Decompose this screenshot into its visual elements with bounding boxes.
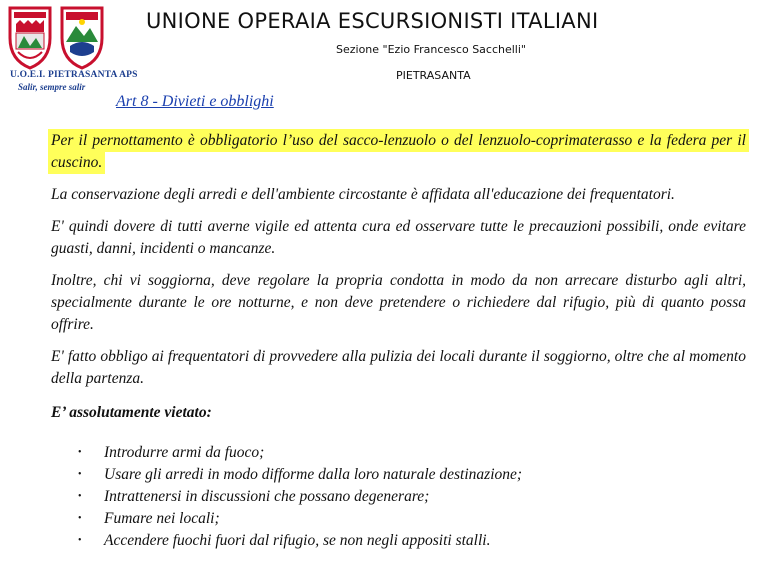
paragraph-5: E' fatto obbligo ai frequentatori di provvedere alla pulizia dei locali durante il soggiorno, oltre che al momento della partenza.	[51, 348, 746, 387]
uoei-logo	[4, 2, 138, 96]
logo-motto: Salir, sempre salir	[18, 82, 86, 92]
section-subtitle: Sezione "Ezio Francesco Sacchelli"	[336, 43, 526, 56]
list-item-text: Intrattenersi in discussioni che possano degenerare;	[104, 488, 430, 505]
logo-emblem	[4, 2, 110, 72]
list-item	[78, 508, 522, 530]
list-item-text: Accendere fuochi fuori dal rifugio, se non negli appositi stalli.	[104, 532, 491, 549]
logo-org-name: U.O.E.I. PIETRASANTA APS	[10, 70, 138, 80]
bullet-icon: •	[78, 469, 82, 480]
prohibited-list	[78, 442, 522, 552]
paragraph-1: Per il pernottamento è obbligatorio l’uso del sacco-lenzuolo o del lenzuolo-coprimaterasso e la federa per il cuscino.	[51, 132, 746, 171]
bullet-icon: •	[78, 447, 82, 458]
left-shield-icon	[10, 8, 50, 68]
paragraph-4: Inoltre, chi vi soggiorna, deve regolare la propria condotta in modo da non arrecare disturbo agli altri, specialmente durante le ore notturne, e non deve pretendere o richiedere dal rifugio, più di quanto possa offrire.	[51, 272, 746, 333]
list-item-text: Introdurre armi da fuoco;	[104, 444, 265, 461]
list-item	[78, 530, 522, 552]
paragraph-3: E' quindi dovere di tutti averne vigile ed attenta cura ed osservare tutte le precauzioni possibili, onde evitare guasti, danni, incidenti o mancanze.	[51, 218, 746, 257]
list-item	[78, 486, 522, 508]
page-title: UNIONE OPERAIA ESCURSIONISTI ITALIANI	[146, 9, 599, 33]
list-item-text: Fumare nei locali;	[104, 510, 220, 527]
article-title: Art 8 - Divieti e obblighi	[116, 93, 274, 110]
paragraph-2: La conservazione degli arredi e dell'ambiente circostante è affidata all'educazione dei frequentatori.	[51, 186, 675, 203]
bullet-icon: •	[78, 491, 82, 502]
bullet-icon: •	[78, 513, 82, 524]
bullet-icon: •	[78, 535, 82, 546]
prohibited-heading: E’ assolutamente vietato:	[51, 404, 212, 421]
list-item	[78, 464, 522, 486]
right-shield-icon	[62, 8, 102, 68]
article-body	[51, 130, 746, 400]
city-label: PIETRASANTA	[396, 69, 471, 82]
highlighted-paragraph	[51, 130, 746, 174]
list-item-text: Usare gli arredi in modo difforme dalla loro naturale destinazione;	[104, 466, 523, 483]
list-item	[78, 442, 522, 464]
